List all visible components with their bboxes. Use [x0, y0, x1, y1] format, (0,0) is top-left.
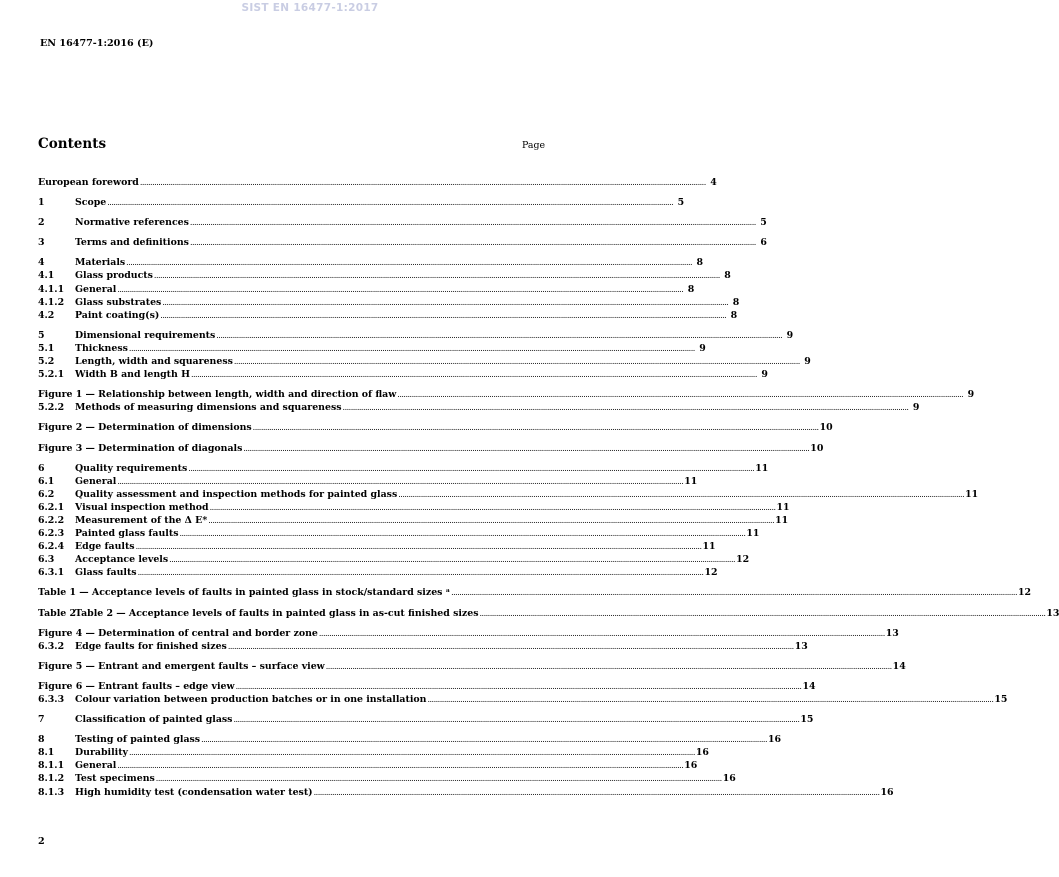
toc-dot-leader	[228, 640, 794, 653]
toc-entry-title: Dimensional requirements	[75, 329, 216, 341]
toc-entry[interactable]	[38, 693, 1008, 706]
toc-entry-number: Table 2	[38, 607, 77, 619]
toc-entry-title: Methods of measuring dimensions and squareness	[75, 402, 342, 414]
toc-dot-leader	[253, 421, 819, 434]
toc-entry[interactable]	[38, 680, 816, 693]
toc-entry-title: Painted glass faults	[75, 528, 179, 540]
toc-dot-leader	[210, 501, 776, 514]
toc-dot-leader	[107, 196, 673, 209]
toc-dot-leader	[451, 586, 1017, 599]
toc-dot-leader	[191, 368, 757, 381]
toc-entry-title: Terms and definitions	[75, 237, 189, 249]
toc-entry-page: 8	[696, 257, 704, 269]
toc-dot-leader	[343, 401, 909, 414]
toc-entry-number: 4.1.1	[38, 283, 65, 295]
page-column-label: Page	[521, 140, 545, 151]
toc-entry-title: Paint coating(s)	[75, 309, 160, 321]
toc-entry-title: Scope	[75, 197, 107, 209]
toc-entry-title: Quality assessment and inspection methods for painted glass	[75, 488, 398, 500]
toc-entry-page: 9	[912, 402, 920, 414]
page-number: 2	[38, 836, 45, 847]
toc-entry-title: Classification of painted glass	[75, 714, 233, 726]
toc-entry-title: General	[75, 760, 117, 772]
toc-dot-leader	[398, 488, 964, 501]
toc-entry-number: 6.3.1	[38, 567, 65, 579]
toc-dot-leader	[140, 176, 706, 189]
toc-dot-leader	[397, 388, 963, 401]
toc-entry[interactable]	[38, 368, 768, 381]
toc-dot-leader	[236, 680, 802, 693]
toc-entry[interactable]	[38, 772, 736, 785]
toc-entry-number: 6.3	[38, 554, 55, 566]
toc-entry[interactable]	[38, 733, 782, 746]
toc-entry[interactable]	[38, 660, 906, 673]
toc-dot-leader	[216, 329, 782, 342]
toc-entry-page: 8	[687, 283, 695, 295]
toc-entry[interactable]	[38, 566, 718, 579]
toc-entry-title: Figure 5 — Entrant and emergent faults – surface view	[38, 660, 325, 672]
contents-title: Contents	[38, 136, 107, 152]
toc-entry-title: Acceptance levels	[75, 554, 169, 566]
toc-entry-page: 16	[768, 734, 782, 746]
toc-entry-title: European foreword	[38, 177, 139, 188]
toc-dot-leader	[117, 475, 683, 488]
toc-entry[interactable]	[38, 501, 790, 514]
toc-entry-page: 11	[684, 475, 698, 487]
toc-entry-title: Colour variation between production batches or in one installation	[75, 694, 427, 705]
toc-entry-page: 10	[810, 442, 824, 454]
toc-entry-page: 12	[1017, 587, 1032, 599]
toc-entry[interactable]	[38, 401, 920, 414]
document-id: EN 16477-1:2016 (E)	[40, 38, 154, 49]
toc-entry[interactable]	[38, 388, 975, 401]
toc-entry-title: Testing of painted glass	[75, 734, 201, 746]
toc-entry-title: Table 1 — Acceptance levels of faults in painted glass in stock/standard sizes ᵃ	[38, 587, 451, 599]
toc-dot-leader	[208, 514, 774, 527]
toc-entry-title: Thickness	[75, 342, 128, 354]
toc-entry-title: General	[75, 475, 117, 487]
toc-entry-number: 6.2.1	[38, 501, 65, 513]
toc-entry[interactable]	[38, 342, 706, 355]
toc-entry[interactable]	[38, 786, 894, 799]
toc-entry-title: Test specimens	[75, 773, 155, 785]
toc-entry-page: 14	[802, 680, 816, 692]
toc-entry-number: 4.2	[38, 309, 55, 321]
toc-entry-number: 5.2.2	[38, 402, 65, 414]
toc-entry-number: 6.2.4	[38, 541, 65, 553]
toc-entry[interactable]	[38, 269, 731, 282]
toc-entry-page: 10	[819, 422, 833, 434]
toc-dot-leader	[162, 296, 728, 309]
toc-entry[interactable]	[38, 713, 814, 726]
toc-entry-title: Visual inspection method	[75, 501, 209, 513]
toc-entry[interactable]	[38, 442, 824, 455]
toc-entry-page: 11	[776, 501, 790, 513]
toc-entry[interactable]	[38, 488, 979, 501]
toc-entry-number: 8.1	[38, 747, 55, 759]
toc-entry-number: 6.3.3	[38, 694, 65, 705]
toc-dot-leader	[179, 527, 745, 540]
toc-entry-title: Glass substrates	[75, 296, 162, 308]
toc-dot-leader	[117, 283, 683, 296]
toc-dot-leader	[234, 355, 800, 368]
toc-entry[interactable]	[38, 586, 1032, 599]
toc-entry[interactable]	[38, 627, 899, 640]
toc-entry-title: Normative references	[75, 217, 189, 229]
toc-entry-title: Glass faults	[75, 567, 137, 579]
toc-entry[interactable]	[38, 607, 1059, 620]
toc-entry[interactable]	[38, 329, 794, 342]
toc-entry-number: 6.3.2	[38, 640, 65, 652]
toc-dot-leader	[427, 693, 993, 706]
toc-entry-page: 15	[994, 694, 1008, 705]
toc-entry-page: 8	[724, 270, 731, 282]
toc-entry[interactable]	[38, 309, 738, 322]
toc-entry-number: 1	[38, 197, 45, 209]
toc-entry-title: Edge faults for finished sizes	[75, 640, 227, 652]
toc-dot-leader	[138, 566, 704, 579]
toc-entry[interactable]	[38, 553, 750, 566]
toc-dot-leader	[319, 627, 885, 640]
toc-entry-number: 8.1.3	[38, 786, 65, 798]
toc-entry[interactable]	[38, 256, 704, 269]
toc-dot-leader	[126, 256, 692, 269]
toc-entry-page: 11	[965, 488, 979, 500]
toc-dot-leader	[326, 660, 892, 673]
toc-entry-page: 13	[885, 627, 899, 639]
toc-entry[interactable]	[38, 176, 717, 189]
toc-entry-number: 4.1	[38, 270, 55, 282]
toc-entry[interactable]	[38, 759, 698, 772]
toc-entry-number: 8.1.1	[38, 760, 65, 772]
toc-entry[interactable]	[38, 475, 698, 488]
toc-entry[interactable]	[38, 355, 811, 368]
toc-entry-title: Figure 1 — Relationship between length, width and direction of flaw	[38, 389, 397, 401]
toc-entry-title: High humidity test (condensation water test)	[75, 786, 313, 798]
toc-dot-leader	[154, 269, 720, 282]
toc-dot-leader	[160, 309, 726, 322]
toc-entry-page: 11	[755, 462, 769, 474]
toc-entry-page: 8	[732, 296, 740, 308]
toc-entry-title: Figure 6 — Entrant faults – edge view	[38, 680, 235, 692]
toc-entry-number: 6	[38, 462, 45, 474]
toc-entry-title: General	[75, 283, 117, 295]
toc-entry-page: 5	[677, 197, 685, 209]
toc-entry-title: Figure 2 — Determination of dimensions	[38, 422, 252, 434]
toc-entry[interactable]	[38, 514, 789, 527]
toc-dot-leader	[233, 713, 799, 726]
toc-entry-page: 6	[760, 237, 767, 249]
table-of-contents	[38, 176, 1059, 799]
toc-entry-number: 2	[38, 217, 45, 229]
toc-entry-page: 9	[786, 329, 794, 341]
toc-entry-title: Length, width and squareness	[75, 356, 233, 368]
toc-entry-page: 11	[702, 541, 716, 553]
toc-entry-title: Materials	[75, 257, 126, 269]
toc-entry-page: 4	[710, 177, 717, 188]
watermark: SIST EN 16477-1:2017	[241, 2, 379, 14]
toc-entry-page: 16	[880, 786, 894, 798]
toc-entry[interactable]	[38, 196, 685, 209]
toc-entry-page: 9	[761, 369, 768, 381]
toc-entry-page: 11	[746, 528, 760, 540]
toc-entry-page: 12	[736, 554, 750, 566]
toc-entry[interactable]	[38, 236, 767, 249]
toc-dot-leader	[480, 607, 1046, 620]
toc-dot-leader	[190, 216, 756, 229]
toc-dot-leader	[243, 442, 809, 455]
toc-entry-number: 4	[38, 257, 45, 269]
toc-entry-page: 16	[695, 747, 709, 759]
toc-entry-title: Quality requirements	[75, 462, 188, 474]
toc-entry[interactable]	[38, 283, 695, 296]
toc-dot-leader	[129, 342, 695, 355]
toc-entry-number: 8	[38, 734, 45, 746]
toc-entry-page: 13	[794, 640, 808, 652]
toc-entry-title: Table 2 — Acceptance levels of faults in painted glass in as-cut finished sizes	[75, 607, 479, 619]
toc-entry-page: 11	[775, 514, 789, 526]
toc-dot-leader	[190, 236, 756, 249]
toc-entry[interactable]	[38, 540, 716, 553]
toc-entry-title: Edge faults	[75, 541, 135, 553]
toc-entry-page: 15	[800, 714, 814, 726]
toc-dot-leader	[117, 759, 683, 772]
toc-entry-number: 4.1.2	[38, 296, 65, 308]
toc-entry-number: 8.1.2	[38, 773, 65, 785]
toc-entry-title: Figure 3 — Determination of diagonals	[38, 442, 243, 454]
toc-dot-leader	[188, 462, 754, 475]
toc-entry-page: 13	[1046, 607, 1059, 619]
toc-entry-number: 5.2.1	[38, 369, 65, 381]
toc-entry-number: 5.1	[38, 342, 55, 354]
toc-entry-page: 9	[967, 389, 975, 401]
toc-entry[interactable]	[38, 216, 767, 229]
toc-entry-page: 8	[730, 309, 738, 321]
toc-entry-title: Measurement of the Δ E*	[75, 514, 208, 526]
toc-entry-page: 14	[892, 660, 906, 672]
toc-entry-title: Glass products	[75, 270, 153, 282]
toc-entry[interactable]	[38, 746, 709, 759]
toc-entry-title: Figure 4 — Determination of central and border zone	[38, 627, 318, 639]
toc-entry-page: 16	[684, 760, 698, 772]
toc-entry-number: 7	[38, 714, 45, 726]
toc-entry-number: 5	[38, 329, 45, 341]
toc-entry-number: 3	[38, 237, 45, 249]
toc-dot-leader	[201, 733, 767, 746]
toc-entry[interactable]	[38, 527, 760, 540]
toc-entry-title: Durability	[75, 747, 128, 759]
toc-entry-page: 16	[722, 773, 736, 785]
toc-dot-leader	[156, 772, 722, 785]
toc-entry-number: 6.2.3	[38, 528, 65, 540]
toc-entry-number: 6.2.2	[38, 514, 65, 526]
toc-dot-leader	[314, 786, 880, 799]
toc-entry[interactable]	[38, 296, 740, 309]
toc-dot-leader	[136, 540, 702, 553]
toc-entry-page: 9	[804, 356, 811, 368]
toc-entry[interactable]	[38, 421, 833, 434]
toc-dot-leader	[129, 746, 695, 759]
toc-entry-number: 6.1	[38, 475, 55, 487]
toc-entry-title: Width B and length H	[75, 369, 190, 381]
toc-entry-page: 5	[760, 217, 767, 229]
toc-entry-number: 5.2	[38, 356, 55, 368]
toc-entry[interactable]	[38, 640, 808, 653]
toc-entry-page: 9	[699, 342, 706, 354]
toc-entry-number: 6.2	[38, 488, 55, 500]
toc-entry[interactable]	[38, 462, 769, 475]
toc-entry-page: 12	[704, 567, 718, 579]
toc-dot-leader	[169, 553, 735, 566]
